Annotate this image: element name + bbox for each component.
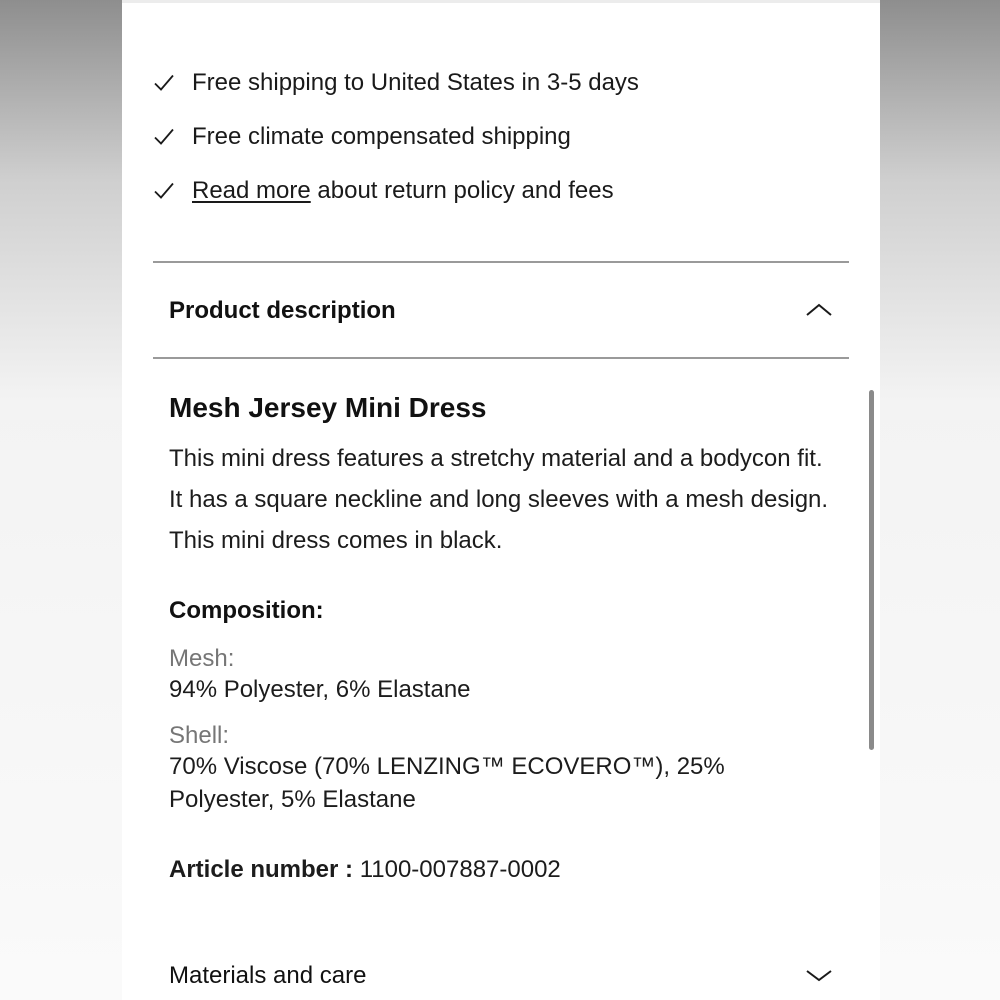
divider xyxy=(153,357,849,359)
check-icon xyxy=(152,124,178,150)
product-description-text: This mini dress features a stretchy material and a bodycon fit. It has a square neckline and long sleeves with a mesh design. This mini dress comes in black. xyxy=(169,445,829,554)
article-label: Article number : xyxy=(169,856,354,883)
article-value: 1100-007887-0002 xyxy=(353,856,561,883)
mesh-label: Mesh: xyxy=(169,645,235,672)
top-divider xyxy=(122,0,880,3)
perks-list xyxy=(152,56,639,218)
read-more-link[interactable]: Read more xyxy=(192,177,311,204)
perk-climate xyxy=(152,110,639,164)
mesh-value: 94% Polyester, 6% Elastane xyxy=(169,676,471,703)
chevron-up-icon xyxy=(805,297,833,325)
check-icon xyxy=(152,70,178,96)
perk-shipping xyxy=(152,56,639,110)
product-description-content xyxy=(169,392,829,884)
shell-label: Shell: xyxy=(169,722,230,749)
shell-value: 70% Viscose (70% LENZING™ ECOVERO™), 25% Polyester, 5% Elastane xyxy=(169,753,725,813)
materials-care-toggle[interactable] xyxy=(169,958,833,994)
check-icon xyxy=(152,178,178,204)
perk-text: about return policy and fees xyxy=(310,177,614,204)
composition-heading: Composition: xyxy=(169,597,324,624)
chevron-down-icon xyxy=(805,962,833,990)
perk-text: Free shipping to United States in 3-5 days xyxy=(192,69,639,96)
product-info-panel xyxy=(122,0,880,1000)
scrollbar[interactable] xyxy=(869,390,874,750)
perk-text: Free climate compensated shipping xyxy=(192,123,571,150)
product-description-toggle[interactable] xyxy=(169,294,833,328)
accordion-title: Materials and care xyxy=(169,962,367,989)
perk-returns xyxy=(152,164,639,218)
divider xyxy=(153,261,849,263)
product-title: Mesh Jersey Mini Dress xyxy=(169,392,487,423)
accordion-title: Product description xyxy=(169,297,396,324)
article-number xyxy=(169,856,829,884)
